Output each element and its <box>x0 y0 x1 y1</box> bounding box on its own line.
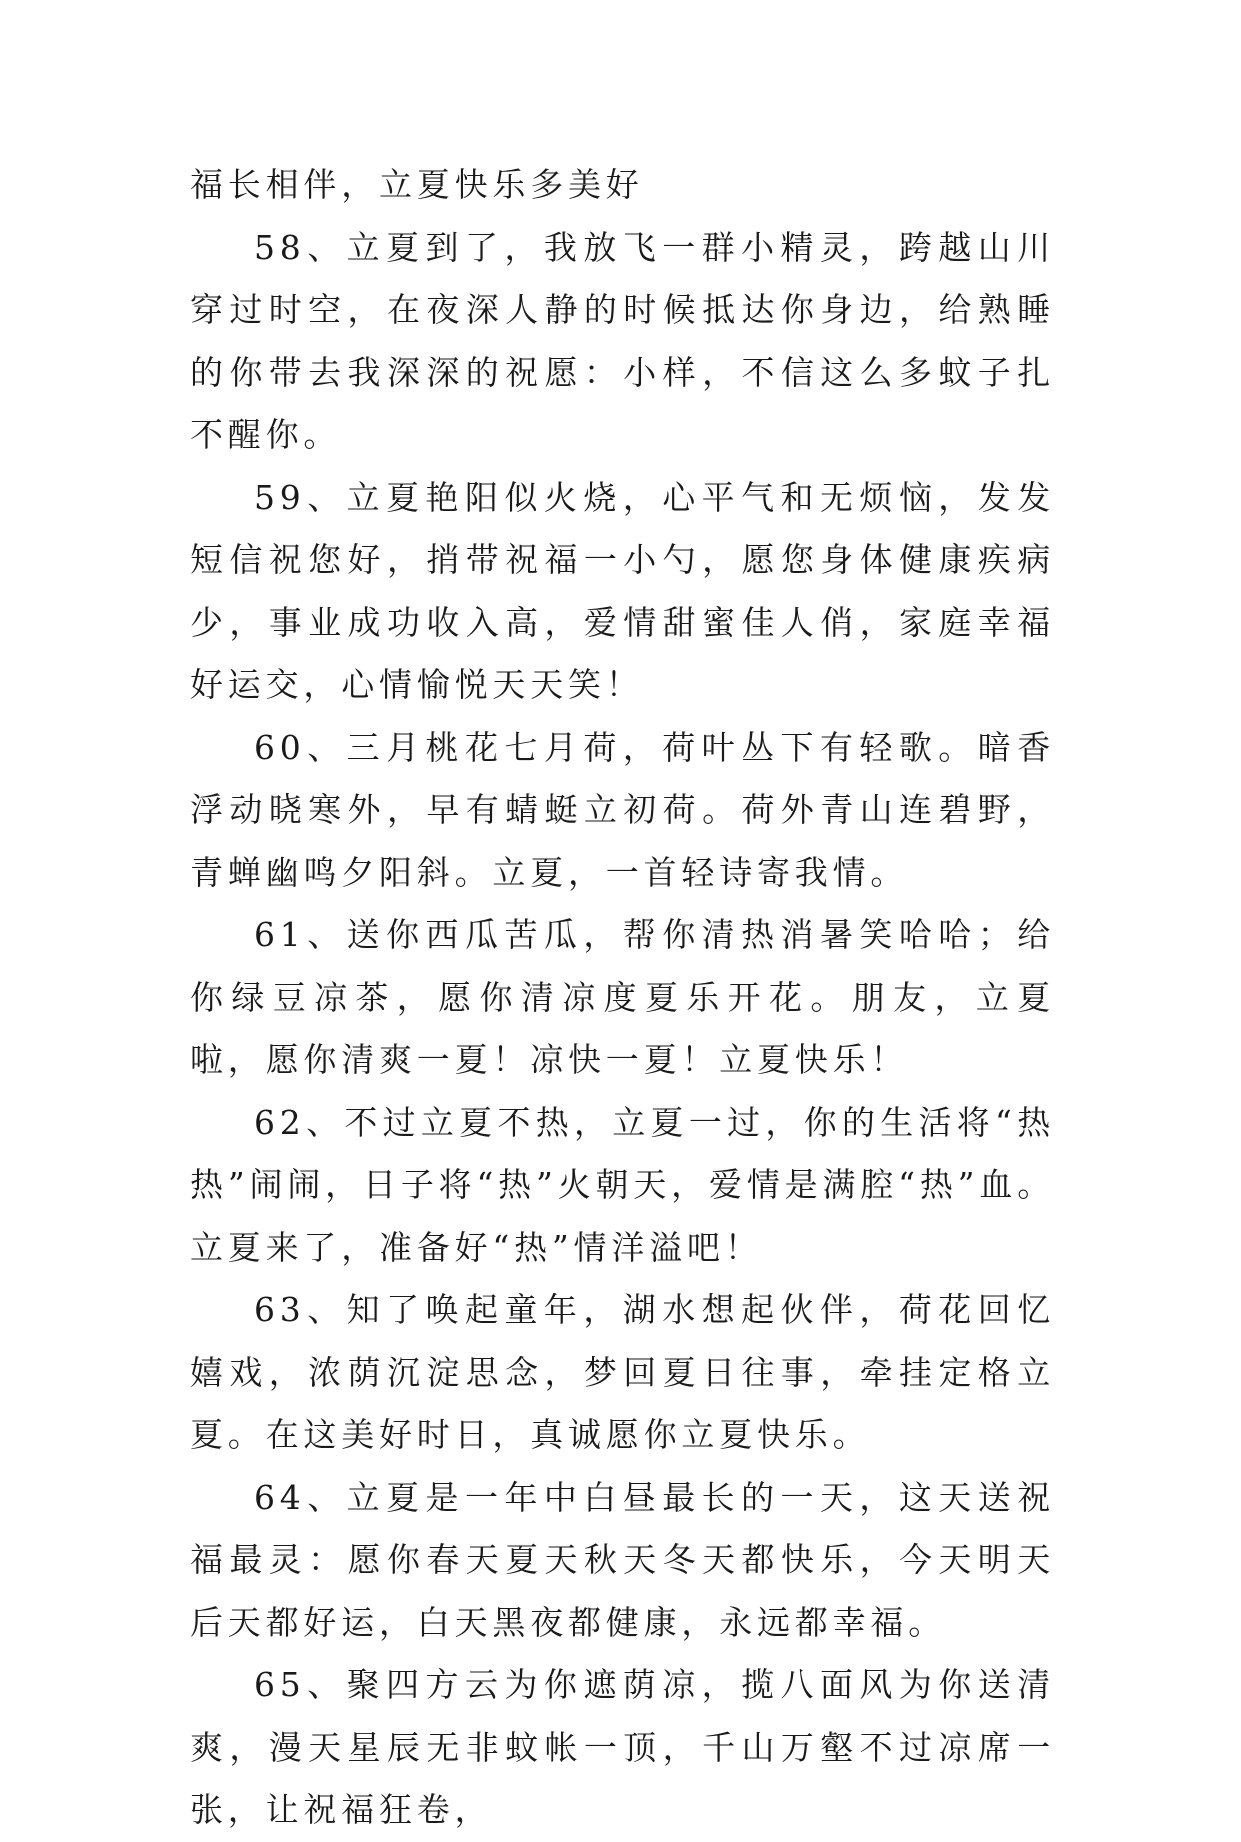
paragraph-continuation: 福长相伴，立夏快乐多美好 <box>190 165 644 204</box>
paragraph-59: 59、立夏艳阳似火烧，心平气和无烦恼，发发短信祝您好，捎带祝福一小勺，愿您身体健康疾病少，事业成功收入高，爱情甜蜜佳人俏，家庭幸福好运交，心情愉悦天天笑！ <box>190 477 1055 704</box>
paragraph-58: 58、立夏到了，我放飞一群小精灵，跨越山川穿过时空，在夜深人静的时候抵达你身边，给熟睡的你带去我深深的祝愿：小样，不信这么多蚊子扎不醒你。 <box>190 227 1055 454</box>
paragraph-61: 61、送你西瓜苦瓜，帮你清热消暑笑哈哈；给你绿豆凉茶，愿你清凉度夏乐开花。朋友，立夏啦，愿你清爽一夏！凉快一夏！立夏快乐！ <box>190 915 1055 1079</box>
paragraph-65: 65、聚四方云为你遮荫凉，揽八面风为你送清爽，漫天星辰无非蚊帐一顶，千山万壑不过凉席一张，让祝福狂卷， <box>190 1665 1055 1829</box>
document-body <box>190 154 1055 1842</box>
paragraph-64: 64、立夏是一年中白昼最长的一天，这天送祝福最灵：愿你春天夏天秋天冬天都快乐，今天明天后天都好运，白天黑夜都健康，永远都幸福。 <box>190 1477 1055 1642</box>
paragraph-62: 62、不过立夏不热，立夏一过，你的生活将“热热”闹闹，日子将“热”火朝天，爱情是满腔“热”血。立夏来了，准备好“热”情洋溢吧！ <box>190 1102 1055 1267</box>
paragraph-63: 63、知了唤起童年，湖水想起伙伴，荷花回忆嬉戏，浓荫沉淀思念，梦回夏日往事，牵挂定格立夏。在这美好时日，真诚愿你立夏快乐。 <box>190 1290 1055 1454</box>
paragraph-60: 60、三月桃花七月荷，荷叶丛下有轻歌。暗香浮动晓寒外，早有蜻蜓立初荷。荷外青山连碧野，青蝉幽鸣夕阳斜。立夏，一首轻诗寄我情。 <box>190 727 1055 892</box>
